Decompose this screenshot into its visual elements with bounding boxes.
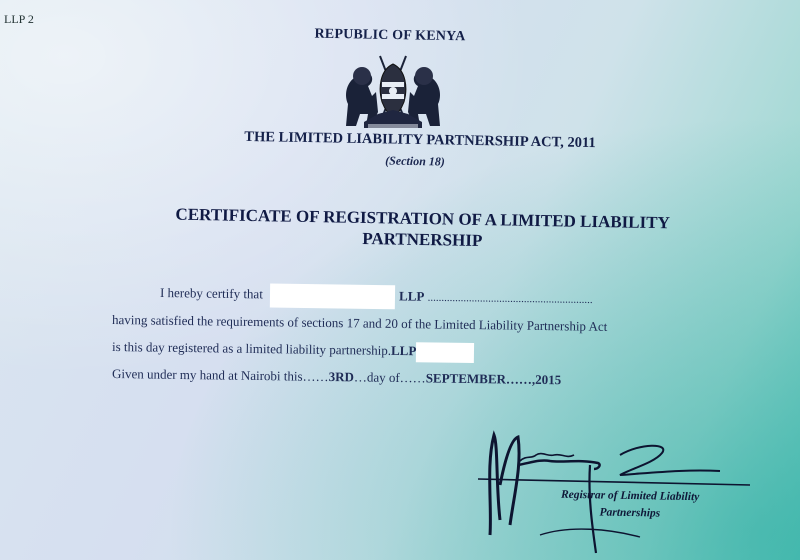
llp-suffix-2: LLP xyxy=(390,342,417,359)
certificate-title-line2: PARTNERSHIP xyxy=(362,228,483,251)
given-prefix: Given under my hand at Nairobi this…… xyxy=(111,366,329,385)
kenya-coat-of-arms-icon xyxy=(338,52,448,130)
given-line xyxy=(112,366,561,388)
certify-line xyxy=(160,282,593,312)
registered-prefix: is this day registered as a limited liability partnership. xyxy=(111,338,392,358)
registrar-title-line2: Partnerships xyxy=(599,506,661,520)
registrar-title-line1: Registrar of Limited Liability xyxy=(560,488,700,504)
registrar-title xyxy=(510,486,751,524)
dotted-fill: ............................................................ xyxy=(427,291,593,307)
form-number: LLP 2 xyxy=(4,12,34,26)
certificate-title-line1: CERTIFICATE OF REGISTRATION OF A LIMITED LIABILITY xyxy=(175,204,671,233)
country-heading: REPUBLIC OF KENYA xyxy=(314,26,466,45)
day-value: 3RD xyxy=(328,369,355,385)
redacted-name xyxy=(270,284,395,310)
section-reference: (Section 18) xyxy=(385,153,445,169)
registered-line xyxy=(112,338,475,363)
day-of: …day of…… xyxy=(353,369,426,386)
act-heading: THE LIMITED LIABILITY PARTNERSHIP ACT, 2011 xyxy=(244,128,596,152)
redacted-name-2 xyxy=(416,342,474,363)
llp-suffix: LLP xyxy=(399,288,425,304)
certify-prefix: I hereby certify that xyxy=(159,284,263,302)
year-value: ……,2015 xyxy=(505,371,562,388)
month-value: SEPTEMBER xyxy=(425,370,507,387)
requirements-line: having satisfied the requirements of sections 17 and 20 of the Limited Liability Partnership Act xyxy=(111,312,608,334)
certificate-title xyxy=(150,203,696,255)
